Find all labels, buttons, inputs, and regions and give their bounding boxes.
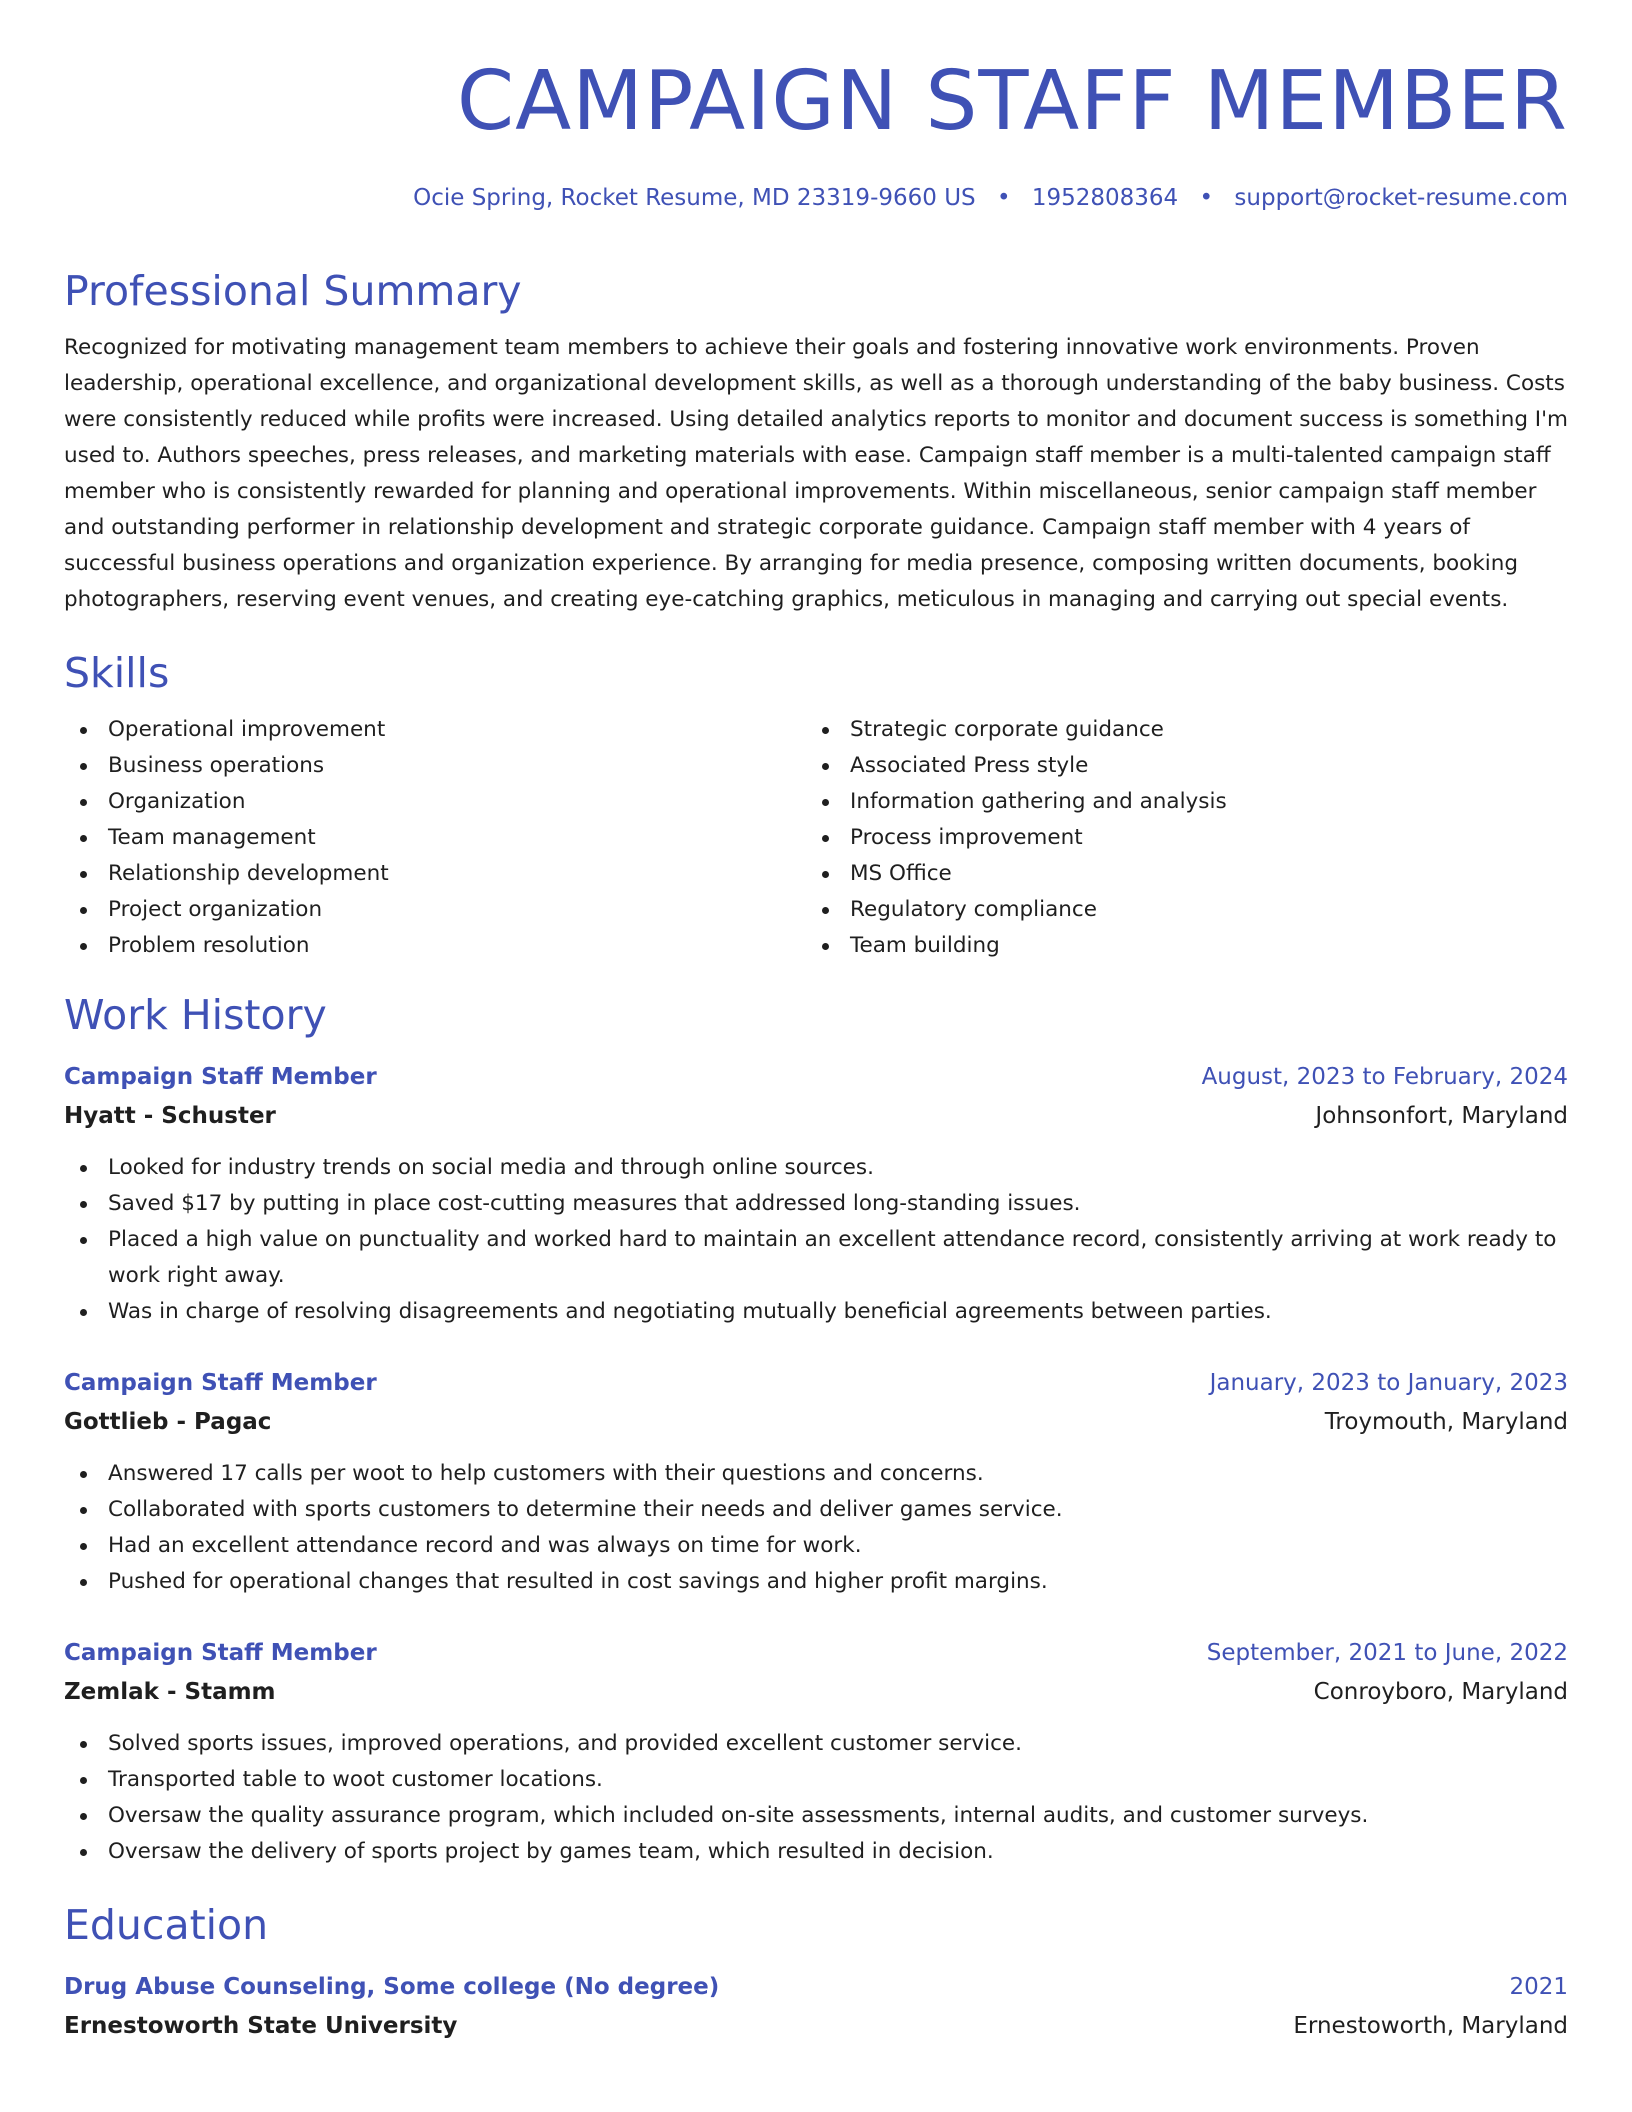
education-entry [64,1968,1568,2046]
job-company-row [64,1402,1568,1442]
job-company-row [64,1096,1568,1136]
contact-separator: • [996,185,1011,211]
skills-list [64,712,1568,964]
job-bullet: Had an excellent attendance record and was always on time for work. [64,1528,1568,1564]
skill-item: Strategic corporate guidance [806,712,1548,748]
skill-item: Associated Press style [806,748,1548,784]
job-entry [64,1058,1568,1330]
education-school-row [64,2006,1568,2046]
job-bullets [64,1726,1568,1870]
education-heading: Education [64,1901,269,1949]
job-bullet: Transported table to woot customer locations. [64,1762,1568,1798]
job-location: Johnsonfort, Maryland [1315,1103,1568,1129]
job-company-row [64,1672,1568,1712]
job-bullet: Placed a high value on punctuality and worked hard to maintain an excellent attendance record, consistently arriving at work ready to work right away. [64,1222,1568,1294]
job-bullet: Oversaw the quality assurance program, which included on-site assessments, internal audits, and customer surveys. [64,1798,1568,1834]
job-dates: January, 2023 to January, 2023 [1209,1370,1568,1396]
job-header-row [64,1634,1568,1672]
job-entry [64,1634,1568,1870]
job-entry [64,1364,1568,1600]
skill-item: Relationship development [64,856,806,892]
skill-item: Problem resolution [64,928,806,964]
work-history-heading: Work History [64,991,327,1039]
skill-item: Operational improvement [64,712,806,748]
job-header-row [64,1364,1568,1402]
resume-page [64,52,1568,2046]
skill-item: Regulatory compliance [806,892,1548,928]
skill-item: Business operations [64,748,806,784]
job-title: Campaign Staff Member [64,1640,377,1666]
job-bullet: Was in charge of resolving disagreements and negotiating mutually beneficial agreements between parties. [64,1294,1568,1330]
job-title: Campaign Staff Member [64,1370,377,1396]
resume-name: CAMPAIGN STAFF MEMBER [456,54,1568,149]
education-degree: Drug Abuse Counseling, Some college (No degree) [64,1974,720,2000]
contact-separator: • [1199,185,1214,211]
education-header-row [64,1968,1568,2006]
job-header-row [64,1058,1568,1096]
contact-phone: 1952808364 [1031,185,1179,211]
skill-item: Organization [64,784,806,820]
skill-item: Process improvement [806,820,1548,856]
summary-text: Recognized for motivating management team members to achieve their goals and fostering innovative work environments. Proven leadership, operational excellence, and organizational development skills, as well as a thorough understanding of the baby business. Costs were consistently reduced while profits were increased. Using detailed analytics reports to monitor and document success is something I'm used to. Authors speeches, press releases, and marketing materials with ease. Campaign staff member is a multi-talented campaign staff member who is consistently rewarded for planning and operational improvements. Within miscellaneous, senior campaign staff member and outstanding performer in relationship development and strategic corporate guidance. Campaign staff member with 4 years of successful business operations and organization experience. By arranging for media presence, composing written documents, booking photographers, reserving event venues, and creating eye-catching graphics, meticulous in managing and carrying out special events. [64,335,1568,612]
skill-item: Information gathering and analysis [806,784,1548,820]
skill-item: Team management [64,820,806,856]
job-dates: August, 2023 to February, 2024 [1201,1064,1568,1090]
summary-heading: Professional Summary [64,267,522,315]
job-company: Gottlieb - Pagac [64,1409,272,1435]
skill-item: Team building [806,928,1548,964]
job-bullet: Solved sports issues, improved operations, and provided excellent customer service. [64,1726,1568,1762]
job-bullets [64,1456,1568,1600]
contact-line [64,182,1568,214]
skills-heading: Skills [64,649,170,697]
job-location: Troymouth, Maryland [1324,1409,1568,1435]
job-location: Conroyboro, Maryland [1313,1679,1568,1705]
job-bullet: Looked for industry trends on social media and through online sources. [64,1150,1568,1186]
skills-column-right [806,712,1548,964]
job-bullet: Answered 17 calls per woot to help customers with their questions and concerns. [64,1456,1568,1492]
job-title: Campaign Staff Member [64,1064,377,1090]
skills-column-left [64,712,806,964]
job-bullet: Collaborated with sports customers to determine their needs and deliver games service. [64,1492,1568,1528]
job-company: Zemlak - Stamm [64,1679,276,1705]
job-bullet: Pushed for operational changes that resulted in cost savings and higher profit margins. [64,1564,1568,1600]
job-bullets [64,1150,1568,1330]
education-location: Ernestoworth, Maryland [1293,2013,1568,2039]
education-school: Ernestoworth State University [64,2013,458,2039]
skill-item: MS Office [806,856,1548,892]
skill-item: Project organization [64,892,806,928]
job-bullet: Saved $17 by putting in place cost-cutting measures that addressed long-standing issues. [64,1186,1568,1222]
contact-email[interactable]: support@rocket-resume.com [1234,185,1568,211]
education-year: 2021 [1509,1974,1568,2000]
contact-address: Ocie Spring, Rocket Resume, MD 23319-9660 US [413,185,976,211]
job-bullet: Oversaw the delivery of sports project by games team, which resulted in decision. [64,1834,1568,1870]
job-company: Hyatt - Schuster [64,1103,276,1129]
job-dates: September, 2021 to June, 2022 [1206,1640,1568,1666]
